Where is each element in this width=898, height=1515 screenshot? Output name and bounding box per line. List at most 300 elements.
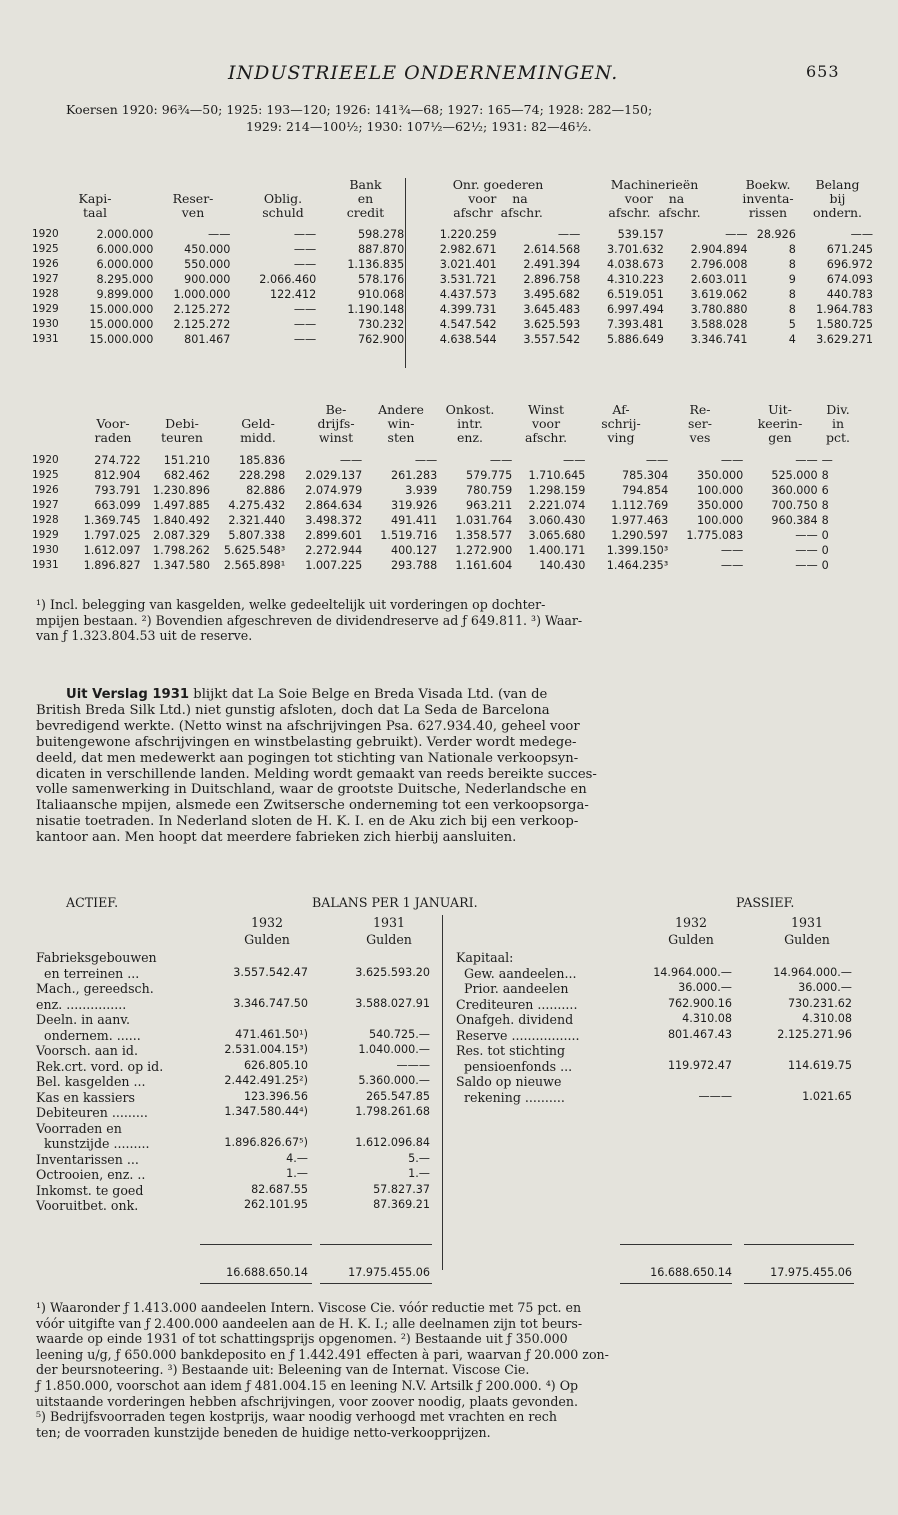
table2-row [30,498,860,513]
table1-cell: —— [293,243,317,256]
table1-cell: 1.220.259 [439,228,497,241]
table2-cell: 1.464.235³ [606,559,669,572]
balans-divider [442,915,443,1270]
verslag-line: dicaten in verschillende landen. Melding wordt gemaakt van reeds bereikte succes- [36,766,597,782]
table1-cell: 1.964.783 [816,303,873,316]
footnote-line: leening u/g, ƒ 650.000 bankdeposito en ƒ 1.442.491 effecten à pari, waarvan ƒ 20.000 zon- [36,1346,609,1362]
table2-cell: —— [489,454,513,467]
table1-cell: 1.000.000 [173,288,231,301]
actief-value-1931: 3.588.027.91 [355,996,430,1010]
table2-cell: 2.899.601 [305,529,363,542]
table2-cell: 0 [821,544,829,557]
footnote-line: uitstaande vorderingen hebben afschrijvingen, voor zoover noodig, plaats gevonden. [36,1393,578,1409]
table1-cell: 6.519.051 [606,288,664,301]
table2-year: 1926 [32,484,59,496]
table1-cell: 15.000.000 [89,318,154,331]
actief-value-1932: 3.346.747.50 [233,996,308,1010]
actief-item-label: Deeln. in aanv. ondernem. ...... [36,1012,141,1043]
table1-cell: 8 [788,258,796,271]
table1-year: 1928 [32,288,59,300]
table2-cell: 1.612.097 [83,544,141,557]
footnote-line: der beursnoteering. ³) Bestaande uit: Beleening van de Internat. Viscose Cie. [36,1362,530,1378]
table2-row [30,543,860,558]
table1-year: 1925 [32,243,59,255]
table1-row [30,317,875,332]
balans-col-header: 1932 Gulden [244,915,290,947]
passief-item-label: Reserve ................. [456,1027,580,1043]
table2-cell: 1.007.225 [305,559,363,572]
actief-item-label: Debiteuren ......... [36,1105,148,1120]
total-rule [200,1244,312,1245]
table2-cell: 2.029.137 [305,469,363,482]
table1-cell: 2.491.394 [523,258,581,271]
table1-cell: 2.125.272 [173,318,231,331]
koersen-line-1: Koersen 1920: 96¾—50; 1925: 193—120; 1926: 141¾—68; 1927: 165—74; 1928: 282—150; [66,102,653,117]
total-rule [744,1244,854,1245]
table1-cell: 801.467 [184,333,231,346]
table2-cell: 274.722 [94,454,141,467]
table1-cell: 8 [788,303,796,316]
table1-cell: 15.000.000 [89,303,154,316]
actief-value-1931: ——— [396,1058,430,1072]
table1-col-header: Oblig. schuld [262,191,304,220]
table2-cell: —— [720,454,744,467]
table2-cell: 100.000 [697,484,744,497]
table1-year: 1930 [32,318,59,330]
table2-cell: 700.750 [771,499,818,512]
table2-cell: 780.759 [466,484,513,497]
table2-cell: —— [720,544,744,557]
table2-col-header: Voor- raden [94,416,132,445]
table1-cell: 2.982.671 [439,243,497,256]
table1 [30,227,875,347]
table1-cell: 3.645.483 [523,303,581,316]
koersen-line-2: 1929: 214—100½; 1930: 107½—62½; 1931: 82—46½. [246,119,592,134]
table2-cell: 1.797.025 [83,529,141,542]
passief-value-1931: 14.964.000.— [773,965,852,979]
table2-col-header: Andere win- sten [378,402,424,445]
verslag-line: nisatie toetraden. In Nederland sloten de H. K. I. en de Aku zich bij een verkoop- [36,814,579,830]
actief-value-1932: 626.805.10 [243,1058,308,1072]
table2-cell: 82.886 [246,484,286,497]
table2-col-header: Re- ser- ves [687,402,712,445]
table1-cell: 671.245 [826,243,873,256]
table2-cell: 2.321.440 [228,514,286,527]
total-underline [200,1283,312,1284]
verslag-text: blijkt dat La Soie Belge en Breda Visada Ltd. (van de [189,687,548,702]
table2-cell: 8 [821,469,829,482]
balans-col-header: 1931 Gulden [784,915,830,947]
table2-cell: 151.210 [163,454,210,467]
table2-col-header: Geld- midd. [240,416,276,445]
table1-row [30,272,875,287]
table2-col-header: Debi- teuren [161,416,203,445]
table1-cell: 887.870 [357,243,405,256]
table1-cell: 9.899.000 [96,288,154,301]
table1-cell: —— [293,318,317,331]
actief-value-1931: 1.612.096.84 [355,1136,430,1149]
total-rule [320,1244,432,1245]
table2-cell: —— [563,454,586,467]
passief-item-label: Gew. aandeelen... [456,965,577,981]
table2-year: 1929 [32,529,59,541]
table2-cell: —— [795,559,818,572]
balans-col-header: 1932 Gulden [668,915,714,947]
actief-value-1932: 1.— [286,1167,308,1180]
table2-cell: 293.788 [390,559,438,572]
table2-cell: 963.211 [466,499,513,512]
total-underline [620,1283,732,1284]
table2-cell: 8 [821,514,829,527]
table1-cell: 3.629.271 [816,333,873,346]
table1-cell: 900.000 [184,273,231,286]
passief-item-label: Prior. aandeelen [456,981,569,996]
footnote-line: ten; de voorraden kunstzijde beneden de huidige netto-verkoopprijzen. [36,1424,491,1440]
table2-cell: 2.087.329 [153,529,210,542]
table1-row [30,287,875,302]
actief-value-1931: 1.798.261.68 [355,1105,430,1118]
actief-value-1931: 1.040.000.— [358,1043,430,1056]
table2-year: 1928 [32,514,59,526]
total-underline [320,1283,432,1284]
table2-row [30,483,860,498]
table2 [30,453,860,573]
table1-col-header: Reser- ven [172,191,214,220]
footnote-line: mpijen bestaan. ²) Bovendien afgeschreven de dividendreserve ad ƒ 649.811. ³) Waar- [36,612,583,628]
passief-value-1931: 4.310.08 [802,1012,852,1025]
table2-cell: 1.798.262 [153,544,210,557]
table2-cell: —— [339,454,363,467]
table1-cell: 1.580.725 [816,318,873,331]
table2-cell: 0 [821,559,829,572]
table1-cell: 4.638.544 [439,333,497,346]
table2-cell: 319.926 [390,499,438,512]
table2-cell: 5.625.548³ [223,544,286,557]
table1-cell: 8.295.000 [96,273,154,286]
table1-cell: —— [725,228,748,241]
table2-year: 1931 [32,559,59,571]
table1-cell: 4.547.542 [439,318,497,331]
actief-value-1932: 123.396.56 [243,1089,308,1103]
table1-cell: 4.038.673 [606,258,664,271]
actief-value-1932: 471.461.50¹) [235,1027,308,1041]
table2-col-header: Div. in pct. [826,402,850,445]
actief-value-1931: 540.725.— [368,1027,430,1041]
passief-value-1931: 2.125.271.96 [777,1027,852,1041]
footnote-line: vóór uitgifte van ƒ 2.400.000 aandeelen aan de H. K. I.; alle deelnamen zijn tot beurs- [36,1315,583,1331]
table2-cell: 350.000 [697,469,744,482]
table2-cell: 6 [821,484,829,497]
table2-cell: 261.283 [390,469,438,482]
table1-cell: 4.310.223 [606,273,664,286]
table2-col-header: Uit- keerin- gen [757,402,803,445]
verslag-line: British Breda Silk Ltd.) niet gunstig afsloten, doch dat La Seda de Barcelona [36,702,550,718]
table2-col-header: Af- schrij- ving [601,402,641,445]
table2-row [30,558,860,573]
table2-cell: 2.272.944 [305,544,363,557]
footnote-line: ⁵) Bedrijfsvoorraden tegen kostprijs, waar noodig verhoogd met vrachten en rech [36,1409,557,1425]
table2-cell: 2.864.634 [305,499,363,512]
actief-item-label: Kas en kassiers [36,1089,135,1105]
table2-cell: 960.384 [771,514,818,527]
table1-cell: 2.904.894 [690,243,748,256]
table2-cell: 3.939 [405,484,438,497]
passief-label: PASSIEF. [736,895,795,910]
table2-cell: 682.462 [163,469,210,482]
table1-col-header: Onr. goederen voor na afschr afschr. [452,177,544,220]
table1-cell: 8 [788,243,796,256]
actief-item-label: Voorsch. aan id. [36,1043,138,1058]
actief-item-label: Vooruitbet. onk. [36,1198,139,1213]
table2-cell: 1.775.083 [686,529,744,542]
actief-value-1932: 2.442.491.25²) [224,1074,308,1087]
table1-cell: 578.176 [357,273,405,286]
passief-value-1931: 114.619.75 [787,1058,852,1072]
passief-value-1931: 1.021.65 [802,1089,852,1103]
actief-value-1932: 3.557.542.47 [233,965,308,979]
table1-cell: 6.000.000 [96,243,154,256]
table2-cell: — [821,454,833,467]
actief-value-1932: 2.531.004.15³) [224,1043,308,1056]
table2-cell: 1.369.745 [83,514,141,527]
passief-total-1932: 16.688.650.14 [650,1266,732,1279]
footnote-line: ƒ 1.850.000, voorschot aan idem ƒ 481.004.15 en leening N.V. Artsilk ƒ 200.000. ⁴) Op [36,1378,579,1393]
table1-cell: 730.232 [357,318,405,331]
passief-value-1932: 762.900.16 [667,996,732,1010]
table1-cell: 2.614.568 [523,243,581,256]
passief-item-label: Crediteuren .......... [456,996,578,1012]
table2-col-header: Onkost. intr. enz. [445,402,495,445]
actief-item-label: Rek.crt. vord. op id. [36,1058,164,1074]
table1-cell: 9 [788,273,796,286]
table1-cell: 2.000.000 [96,228,154,241]
table1-cell: 1.136.835 [347,258,405,271]
actief-item-label: Mach., gereedsch. enz. ............... [36,981,154,1012]
actief-item-label: Inventarissen ... [36,1151,139,1167]
table2-cell: 663.099 [94,499,141,512]
table1-cell: 6.000.000 [96,258,154,271]
table2-cell: —— [414,454,438,467]
table1-cell: 3.021.401 [439,258,497,271]
verslag-line: Italiaansche mpijen, alsmede een Zwitsersche onderneming tot een verkoopsorga- [36,798,589,814]
passief-value-1931: 36.000.— [798,981,852,994]
table2-cell: 794.854 [621,484,669,497]
footnote-line: ¹) Incl. belegging van kasgelden, welke gedeeltelijk uit vorderingen op dochter- [36,597,546,612]
table1-cell: 3.495.682 [523,288,581,301]
actief-value-1932: 1.347.580.44⁴) [224,1105,308,1118]
table2-cell: 1.112.769 [611,499,669,512]
table1-cell: —— [293,303,317,316]
table2-cell: 2.221.074 [528,499,586,512]
table1-cell: 674.093 [826,273,873,286]
table2-cell: 0 [821,529,829,542]
table1-row [30,242,875,257]
table2-cell: 360.000 [771,484,818,497]
verslag-line [66,687,547,703]
table1-cell: —— [293,228,317,241]
table1-cell: 3.346.741 [690,333,748,346]
table1-year: 1929 [32,303,59,315]
actief-item-label: Octrooien, enz. .. [36,1167,146,1182]
table1-cell: 2.796.008 [690,258,748,271]
table2-cell: 185.836 [239,454,286,467]
actief-value-1932: 82.687.55 [251,1182,308,1196]
actief-value-1931: 5.— [408,1151,430,1165]
table2-cell: —— [645,454,669,467]
table2-cell: 140.430 [539,559,586,572]
table1-col-header: Bank en credit [346,177,385,220]
table2-cell: 1.519.716 [380,529,438,542]
table1-cell: 3.531.721 [439,273,497,286]
table2-cell: 1.347.580 [153,559,210,572]
total-underline [744,1283,854,1284]
table2-cell: 1.896.827 [83,559,141,572]
table2-cell: 1.031.764 [455,514,513,527]
table1-cell: 910.068 [357,288,405,301]
actief-value-1931: 3.625.593.20 [355,965,430,979]
passief-item-label: Onafgeh. dividend [456,1012,574,1027]
table2-cell: 1.290.597 [611,529,669,542]
actief-item-label: Inkomst. te goed [36,1182,144,1198]
table2-cell: 491.411 [390,514,438,527]
table1-cell: 28.926 [756,228,796,241]
table2-year: 1920 [32,454,59,466]
verslag-line: buitengewone afschrijvingen en winstbelasting gebruikt). Verder wordt medege- [36,734,577,750]
table2-cell: 228.298 [239,469,286,482]
table2-cell: 1.840.492 [153,514,210,527]
actief-value-1931: 265.547.85 [365,1089,430,1103]
table1-cell: 3.780.880 [690,303,748,316]
actief-value-1931: 1.— [408,1167,430,1180]
table1-cell: 3.701.632 [606,243,664,256]
footnote-line: ¹) Waaronder ƒ 1.413.000 aandeelen Intern. Viscose Cie. vóór reductie met 75 pct. en [36,1300,582,1315]
balans-title: BALANS PER 1 JANUARI. [312,895,478,910]
table2-cell: 8 [821,499,829,512]
table1-year: 1931 [32,333,59,345]
table2-cell: 1.497.885 [153,499,210,512]
passief-value-1932: ——— [698,1089,732,1103]
table1-cell: 122.412 [269,288,317,301]
passief-value-1932: 801.467.43 [667,1027,732,1041]
table2-col-header: Winst voor afschr. [524,402,568,445]
table1-cell: 762.900 [357,333,405,346]
actief-item-label: Fabrieksgebouwen en terreinen ... [36,950,157,981]
table1-cell: —— [208,228,231,241]
passief-item-label: Kapitaal: [456,950,514,965]
table1-col-header: Kapi- taal [78,191,112,220]
table1-cell: 2.066.460 [259,273,317,286]
table1-cell: 6.997.494 [606,303,664,316]
passief-item-label: Saldo op nieuwe rekening .......... [456,1074,565,1105]
table1-year: 1920 [32,228,59,240]
footnote-line: van ƒ 1.323.804.53 uit de reserve. [36,628,253,643]
page-number: 653 [806,62,840,81]
table2-cell: 100.000 [697,514,744,527]
actief-total-1931: 17.975.455.06 [348,1266,430,1279]
verslag-lead: Uit Verslag 1931 [66,687,190,702]
table1-cell: 15.000.000 [89,333,154,346]
table2-row [30,513,860,528]
page-title: INDUSTRIEELE ONDERNEMINGEN. [228,62,619,84]
table2-row [30,528,860,543]
table2-cell: 350.000 [697,499,744,512]
table2-cell: 525.000 [771,469,818,482]
table2-cell: 1.230.896 [153,484,210,497]
actief-item-label: Bel. kasgelden ... [36,1074,146,1089]
table1-cell: 3.619.062 [690,288,748,301]
table2-cell: 793.791 [94,484,141,497]
table2-row [30,468,860,483]
table2-cell: 579.775 [466,469,513,482]
table1-cell: 3.557.542 [523,333,581,346]
table1-cell: 4 [788,333,796,346]
table2-cell: 1.977.463 [611,514,669,527]
table2-cell: 3.065.680 [528,529,586,542]
table2-col-header: Be- drijfs- winst [317,402,355,445]
table2-cell: 3.060.430 [528,514,586,527]
table2-cell: 1.298.159 [528,484,586,497]
verslag-line: volle samenwerking in Duitschland, waar de grootste Duitsche, Nederlandsche en [36,782,587,798]
table1-row [30,227,875,242]
table2-cell: 2.074.979 [305,484,363,497]
passief-value-1932: 4.310.08 [682,1012,732,1025]
table1-cell: 2.603.011 [690,273,748,286]
table1-cell: 8 [788,288,796,301]
total-rule [620,1244,732,1245]
table2-cell: 812.904 [94,469,141,482]
table2-cell: —— [795,454,818,467]
table1-cell: —— [293,333,317,346]
actief-total-1932: 16.688.650.14 [226,1266,308,1279]
verslag-line: deeld, dat men medewerkt aan pogingen tot stichting van Nationale verkoopsyn- [36,750,579,766]
table1-cell: —— [293,258,317,271]
table2-cell: 5.807.338 [228,529,286,542]
passief-value-1932: 14.964.000.— [653,965,732,979]
table2-cell: 400.127 [390,544,438,557]
table2-cell: 1.710.645 [528,469,586,482]
table2-cell: —— [795,529,818,542]
table1-cell: 4.437.573 [439,288,497,301]
table1-cell: 7.393.481 [606,318,664,331]
table1-cell: 2.896.758 [523,273,581,286]
table1-cell: 550.000 [184,258,231,271]
table1-cell: 450.000 [184,243,231,256]
passief-value-1931: 730.231.62 [787,996,852,1010]
table1-cell: 598.278 [357,228,405,241]
table2-row [30,453,860,468]
table1-year: 1927 [32,273,59,285]
actief-value-1931: 57.827.37 [373,1182,430,1196]
table1-cell: 539.157 [617,228,664,241]
table2-cell: 1.161.604 [455,559,513,572]
table2-cell: 1.400.171 [528,544,586,557]
actief-value-1932: 1.896.826.67⁵) [224,1136,308,1149]
actief-item-label: Voorraden en kunstzijde ......... [36,1120,150,1151]
table1-cell: 4.399.731 [439,303,497,316]
table1-cell: 2.125.272 [173,303,231,316]
passief-value-1932: 119.972.47 [667,1058,732,1072]
passief-value-1932: 36.000.— [678,981,732,994]
table2-year: 1927 [32,499,59,511]
table1-cell: —— [557,228,581,241]
table2-cell: 1.272.900 [455,544,513,557]
passief-total-1931: 17.975.455.06 [770,1266,852,1279]
table2-cell: 4.275.432 [228,499,286,512]
table1-cell: 1.190.148 [347,303,405,316]
table1-col-header: Boekw. inventa- rissen [742,177,794,220]
table1-cell: 3.588.028 [690,318,748,331]
table2-cell: —— [795,544,818,557]
